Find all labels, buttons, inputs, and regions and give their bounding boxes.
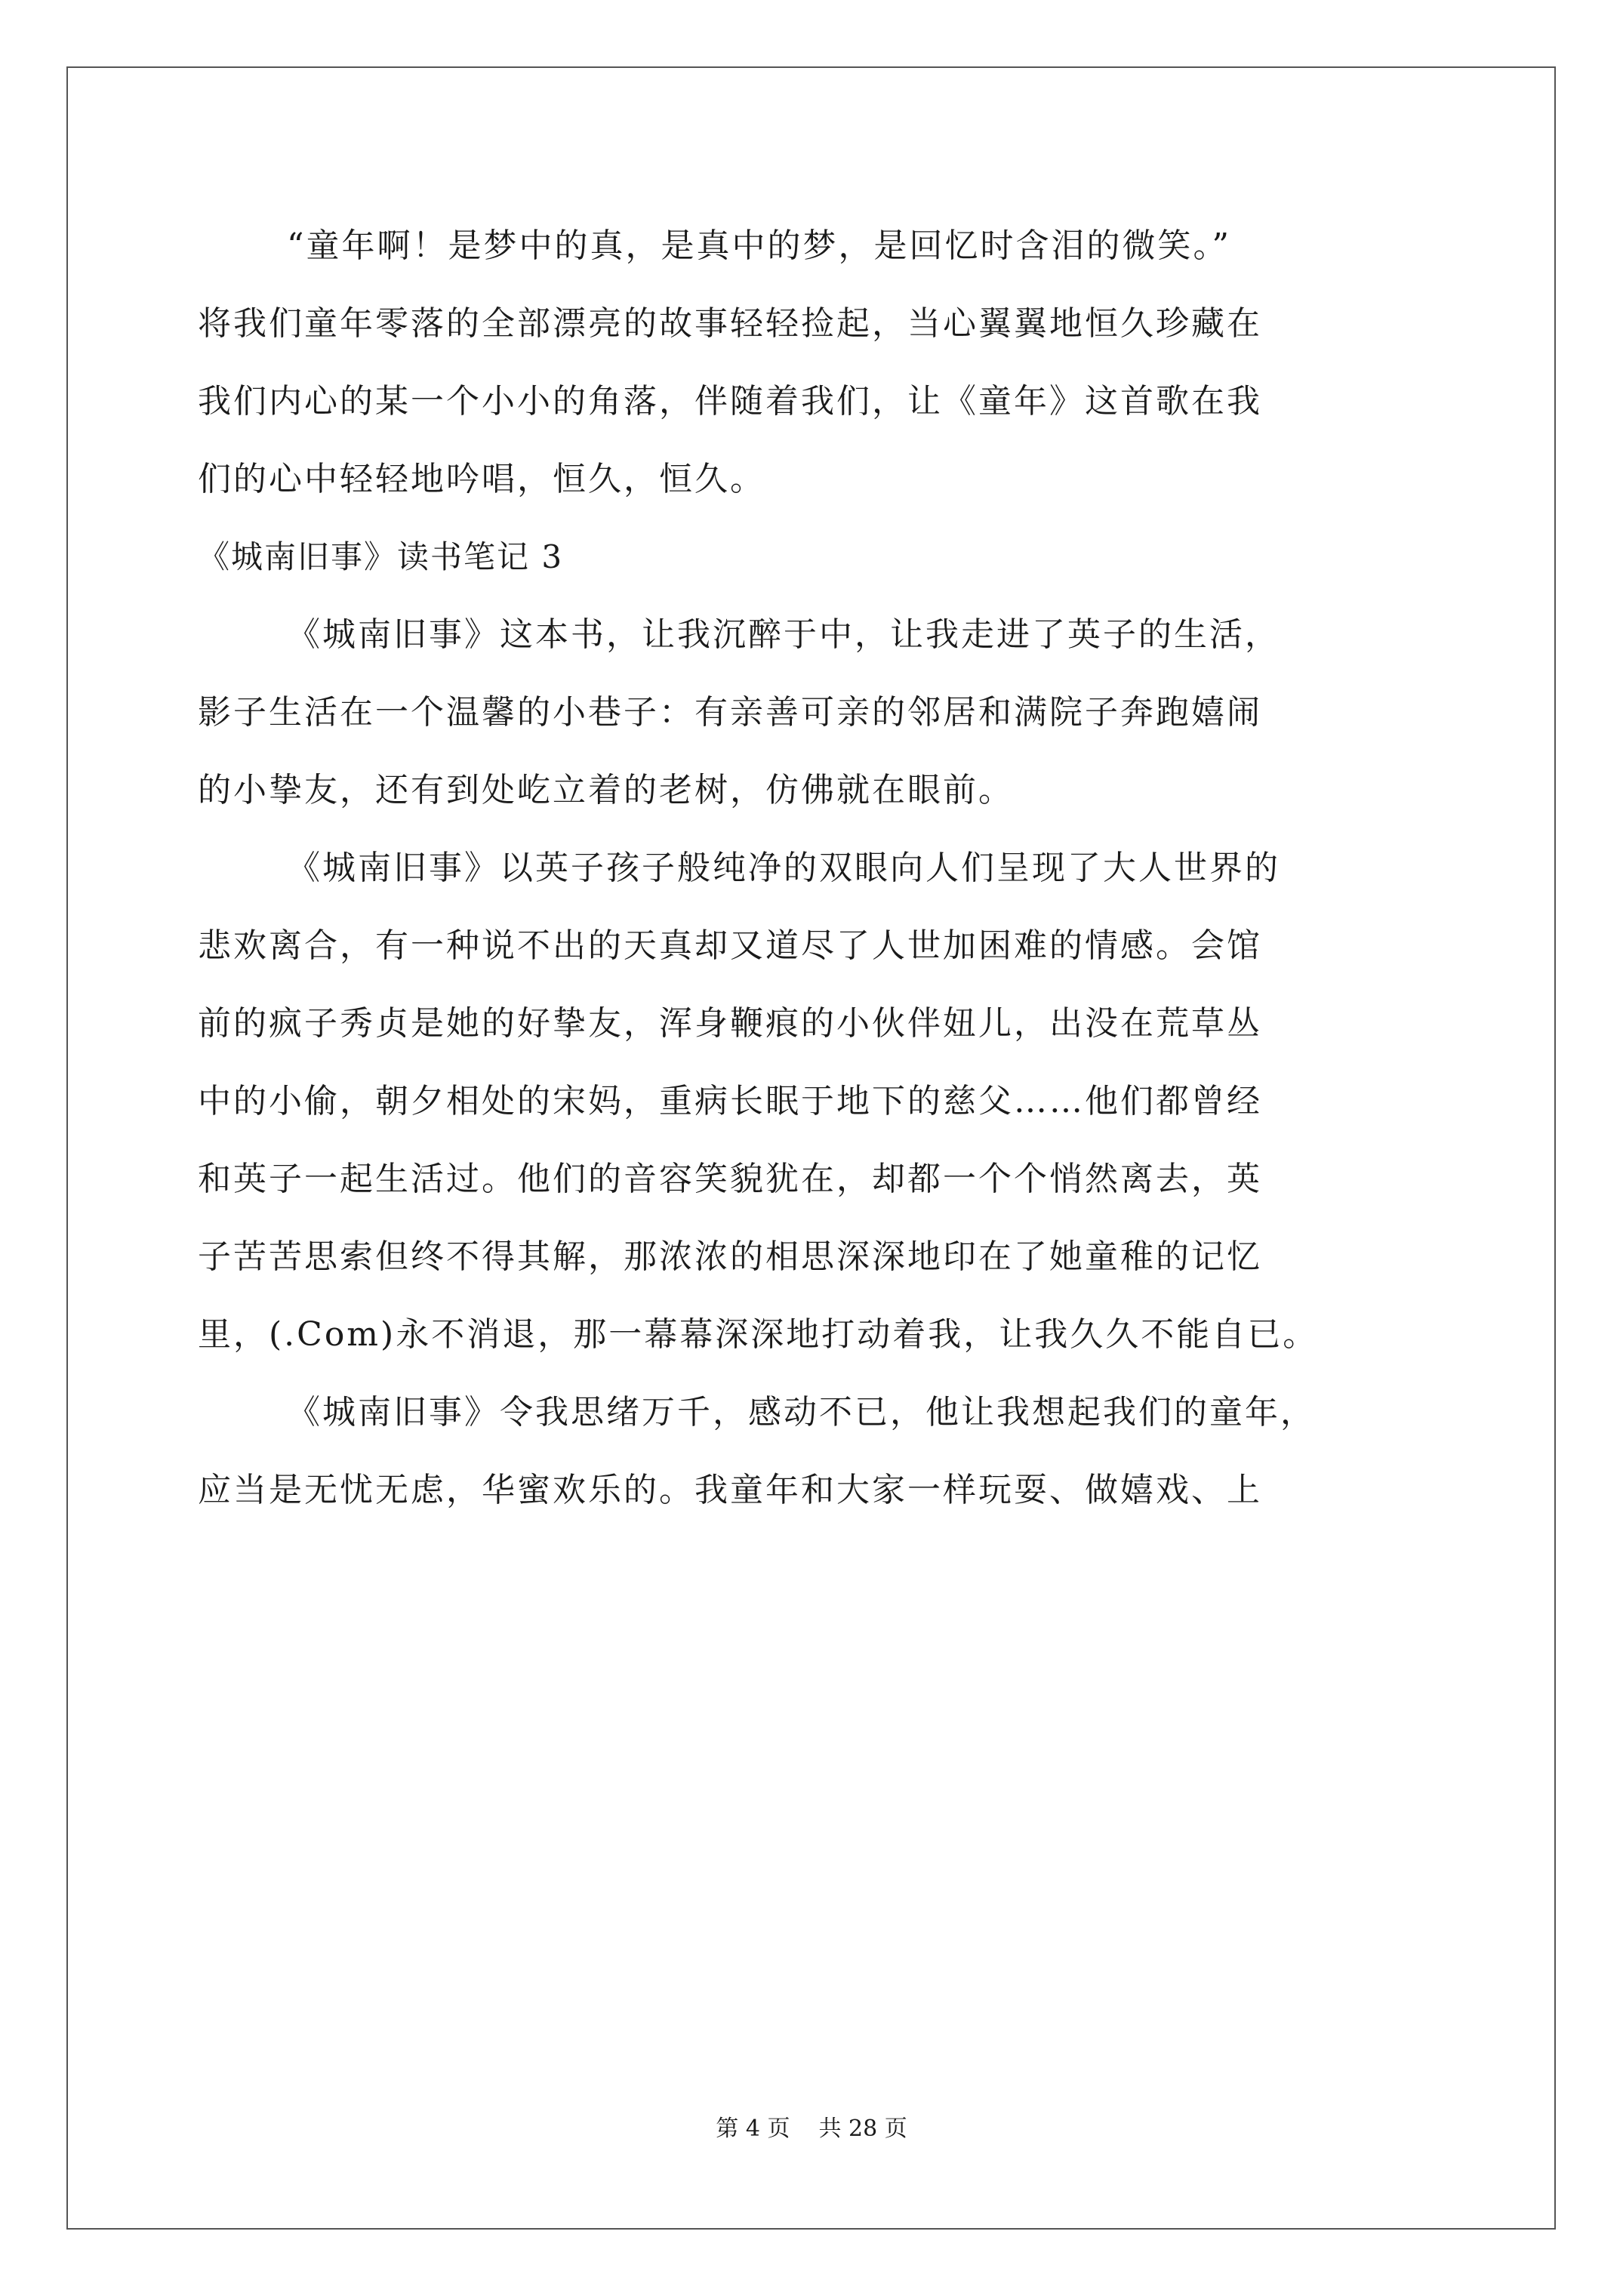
paragraph-line: 前的疯子秀贞是她的好挚友，浑身鞭痕的小伙伴妞儿，出没在荒草丛 [198, 1004, 1262, 1043]
paragraph-line: 悲欢离合，有一种说不出的天真却又道尽了人世加困难的情感。会馆 [198, 926, 1262, 965]
paragraph-line: 应当是无忧无虑，华蜜欢乐的。我童年和大家一样玩耍、做嬉戏、上 [198, 1471, 1262, 1509]
paragraph-line: 中的小偷，朝夕相处的宋妈，重病长眠于地下的慈父……他们都曾经 [198, 1082, 1262, 1120]
paragraph-line: “童年啊！是梦中的真，是真中的梦，是回忆时含泪的微笑。” [287, 227, 1231, 265]
paragraph-line: 和英子一起生活过。他们的音容笑貌犹在，却都一个个悄然离去，英 [198, 1160, 1262, 1198]
paragraph-line: 影子生活在一个温馨的小巷子：有亲善可亲的邻居和满院子奔跑嬉闹 [198, 693, 1262, 732]
section-heading: 《城南旧事》读书笔记 3 [198, 538, 564, 575]
paragraph-line: 子苦苦思索但终不得其解，那浓浓的相思深深地印在了她童稚的记忆 [198, 1237, 1262, 1276]
paragraph-line: 《城南旧事》令我思绪万千，感动不已，他让我想起我们的童年， [287, 1393, 1316, 1432]
paragraph-line: 的小挚友，还有到处屹立着的老树，仿佛就在眼前。 [198, 771, 1014, 809]
paragraph-line: 们的心中轻轻地吟唱，恒久，恒久。 [198, 460, 765, 498]
page-footer [0, 2114, 1623, 2144]
paragraph-line: 《城南旧事》这本书，让我沉醉于中，让我走进了英子的生活， [287, 615, 1280, 654]
page-total: 共 28 页 [818, 2116, 907, 2142]
paragraph-line: 《城南旧事》以英子孩子般纯净的双眼向人们呈现了大人世界的 [287, 849, 1280, 887]
page-number: 第 4 页 [716, 2116, 790, 2142]
paragraph-line: 里，(.Com)永不消退，那一幕幕深深地打动着我，让我久久不能自已。 [198, 1315, 1319, 1354]
paragraph-line: 我们内心的某一个小小的角落，伴随着我们，让《童年》这首歌在我 [198, 382, 1262, 421]
paragraph-line: 将我们童年零落的全部漂亮的故事轻轻捡起，当心翼翼地恒久珍藏在 [198, 304, 1262, 343]
